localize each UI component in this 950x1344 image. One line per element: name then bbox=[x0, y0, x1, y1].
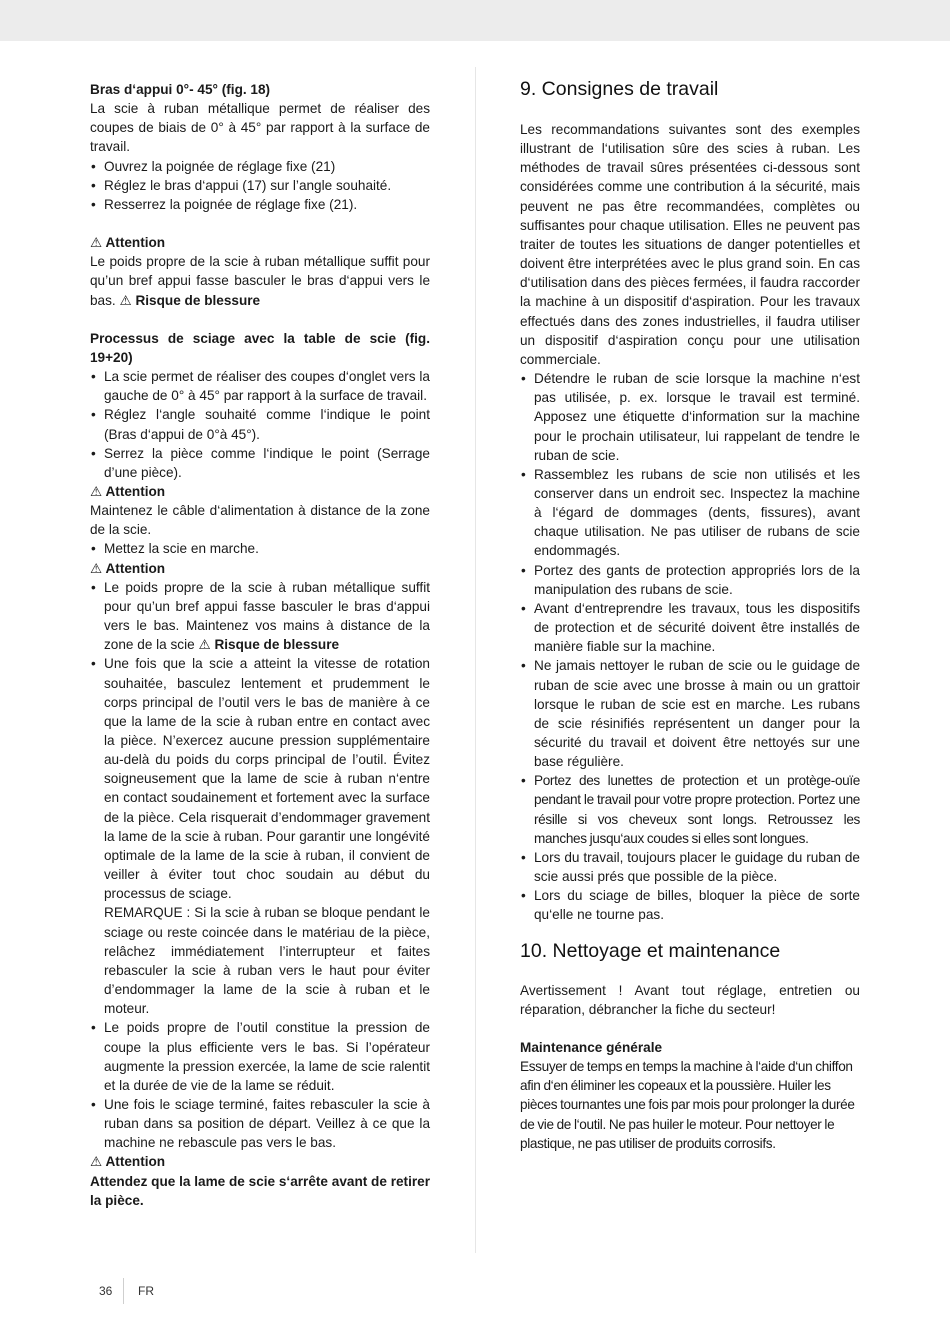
list-item: • Le poids propre de la scie à ruban métallique suffit pour qu’un bref appui fasse basculer le bras d‘appui vers le bas. Maintenez vos mains à distance de la zone de la scie ⚠ Risque de blessure bbox=[90, 578, 430, 655]
list-item: • Portez des lunettes de protection et un protège-ouïe pendant le travail pour votre propre protection. Portez une résille si vos cheveux sont longs. Retroussez les manches jusqu‘aux coudes si elles sont longues. bbox=[520, 771, 860, 848]
warning-triangle-icon: ⚠ bbox=[90, 1154, 103, 1170]
list-item: • La scie permet de réaliser des coupes d‘onglet vers la gauche de 0° à 45° par rapport à la surface de travail. bbox=[90, 367, 430, 405]
start-step bbox=[90, 539, 430, 558]
list-item: • Lors du sciage de billes, bloquer la pièce de sorte qu‘elle ne tourne pas. bbox=[520, 886, 860, 924]
warning-triangle-icon: ⚠ bbox=[198, 637, 211, 653]
attention-text: Maintenez le câble d‘alimentation à distance de la zone de la scie. bbox=[90, 503, 430, 538]
work-instructions-intro: Les recommandations suivantes sont des exemples illustrant de l‘utilisation sûre des scies à ruban. Les méthodes de travail sûres présentées ci-dessous sont considérées comme une contribution á la sécurité, mais peuvent ne pas être recommandées, complètes ou suffisantes pour chaque utilisation. Elles ne peuvent pas traiter de toutes les situations de danger potentielles et doivent être interprétées avec le plus grand soin. En cas d‘utilisation dans des pièces fermées, il faudra raccorder la machine à un dispositif d‘aspiration. Pour les travaux effectués dans des zones industrielles, il faudra utiliser un dispositif d‘aspiration conçu pour une utilisation commerciale. bbox=[520, 122, 860, 367]
list-item: • Le poids propre de l’outil constitue la pression de coupe la plus efficiente vers le bas. Si l’opérateur augmente la pression exercée, la lame de scie ralentit et la durée de vie de la lame se réduit. bbox=[90, 1018, 430, 1095]
page-number: 36 bbox=[99, 1284, 113, 1298]
attention-heading: ⚠ Attention bbox=[90, 233, 430, 252]
list-item: • Mettez la scie en marche. bbox=[90, 539, 430, 558]
left-column bbox=[90, 80, 430, 1210]
list-item: • Une fois le sciage terminé, faites rebasculer la scie à ruban dans sa position de départ. Veillez à ce que la machine ne rebascule pas vers le bas. bbox=[90, 1095, 430, 1152]
right-column bbox=[520, 80, 860, 1153]
section-title-support-arm: Bras d‘appui 0°- 45° (fig. 18) bbox=[90, 82, 271, 97]
column-divider bbox=[475, 67, 476, 1253]
page-header-band bbox=[0, 0, 950, 41]
warning-triangle-icon: ⚠ bbox=[90, 560, 103, 576]
warning-triangle-icon: ⚠ bbox=[90, 483, 103, 499]
risk-label: Risque de blessure bbox=[214, 637, 340, 653]
list-item: • Détendre le ruban de scie lorsque la machine n‘est pas utilisée, p. ex. lorsque le travail est terminé. Apposez une étiquette d‘information sur la machine pour le prochain utilisateur, lui rappelant de tendre le ruban de scie. bbox=[520, 369, 860, 465]
footer-separator bbox=[123, 1278, 124, 1304]
list-item: • Serrez la pièce comme l‘indique le point (Serrage d’une pièce). bbox=[90, 444, 430, 482]
attention-heading: ⚠ Attention bbox=[90, 482, 430, 501]
section-title-sawing-process: Processus de sciage avec la table de scie (fig. 19+20) bbox=[90, 330, 430, 365]
operation-steps bbox=[90, 578, 430, 904]
final-warning-text: Attendez que la lame de scie s‘arrête avant de retirer la pièce. bbox=[90, 1173, 430, 1208]
list-item: • Avant d‘entreprendre les travaux, tous les dispositifs de protection et de sécurité doivent être installés de manière fiable sur la machine. bbox=[520, 599, 860, 656]
list-item: • Rassemblez les rubans de scie non utilisés et les conserver dans un endroit sec. Inspectez la machine à l‘égard de dommages (dents, fissures), avant chaque utilisation. Ne pas utiliser de rubans de scie endommagés. bbox=[520, 465, 860, 561]
sawing-process-steps bbox=[90, 367, 430, 482]
maintenance-warning: Avertissement ! Avant tout réglage, entretien ou réparation, débrancher la fiche du secteur! bbox=[520, 982, 860, 1017]
list-item: • Ne jamais nettoyer le ruban de scie ou le guidage de ruban de scie avec une brosse à main ou un grattoir lorsque le ruban de scie est en marche. Les rubans de scie résinifiés représentent un danger pour la sécurité du travail et doivent être nettoyés sur une base régulière. bbox=[520, 656, 860, 771]
section-heading-work-instructions: 9. Consignes de travail bbox=[520, 78, 719, 100]
section-heading-maintenance: 10. Nettoyage et maintenance bbox=[520, 939, 781, 962]
language-code: FR bbox=[138, 1284, 154, 1298]
list-item: • Réglez l‘angle souhaité comme l‘indique le point (Bras d‘appui de 0°à 45°). bbox=[90, 405, 430, 443]
list-item: • Une fois que la scie a atteint la vitesse de rotation souhaitée, basculez lentement et prudemment le corps principal de l’outil vers le bas de manière à ce que la lame de la scie à ruban entre en contact avec la pièce. N’exercez aucune pression supplémentaire au-delà du poids du corps principal de l’outil. Évitez soigneusement que la lame de scie à ruban n‘entre en contact soudainement et fortement avec la surface de la pièce. Cela risquerait d’endommager gravement la lame de la scie à ruban. Pour garantir une longévité optimale de la lame de la scie à ruban, il convient de veiller à éviter tout choc soudain au début du processus de sciage. bbox=[90, 654, 430, 903]
warning-triangle-icon: ⚠ bbox=[119, 292, 132, 308]
attention-heading: ⚠ Attention bbox=[90, 559, 430, 578]
list-item: • Resserrez la poignée de réglage fixe (21). bbox=[90, 195, 430, 214]
work-instructions-list bbox=[520, 369, 860, 925]
attention-text: Le poids propre de la scie à ruban métallique suffit pour qu’un bref appui fasse basculer le bras d‘appui vers le bas. ⚠ Risque de blessure bbox=[90, 254, 430, 308]
list-item: • Lors du travail, toujours placer le guidage du ruban de scie aussi prés que possible de la pièce. bbox=[520, 848, 860, 886]
general-maintenance-text: Essuyer de temps en temps la machine à l‘aide d‘un chiffon afin d‘en éliminer les copeaux et la poussière. Huiler les pièces tournantes une fois par mois pour prolonger la durée de vie de l‘outil. Ne pas huiler le moteur. Pour nettoyer le plastique, ne pas utiliser de produits corrosifs. bbox=[520, 1059, 855, 1151]
list-item: • Ouvrez la poignée de réglage fixe (21) bbox=[90, 157, 430, 176]
list-item: • Portez des gants de protection appropriés lors de la manipulation des rubans de scie. bbox=[520, 561, 860, 599]
support-arm-text: La scie à ruban métallique permet de réaliser des coupes de biais de 0° à 45° par rapport à la surface de travail. bbox=[90, 101, 430, 155]
risk-label: Risque de blessure bbox=[135, 292, 261, 308]
list-item: • Réglez le bras d‘appui (17) sur l’angle souhaité. bbox=[90, 176, 430, 195]
general-maintenance-title: Maintenance générale bbox=[520, 1039, 663, 1055]
support-arm-steps bbox=[90, 157, 430, 214]
attention-heading: ⚠ Attention bbox=[90, 1152, 430, 1171]
remark-text: REMARQUE : Si la scie à ruban se bloque pendant le sciage ou reste coincée dans le matériau de la pièce, relâchez immédiatement l’interrupteur et faites rebasculer la scie à ruban vers le haut pour éviter d’endommager la lame de la scie à ruban et le moteur. bbox=[104, 905, 430, 1017]
operation-steps-continued bbox=[90, 1018, 430, 1152]
warning-triangle-icon: ⚠ bbox=[90, 235, 103, 251]
